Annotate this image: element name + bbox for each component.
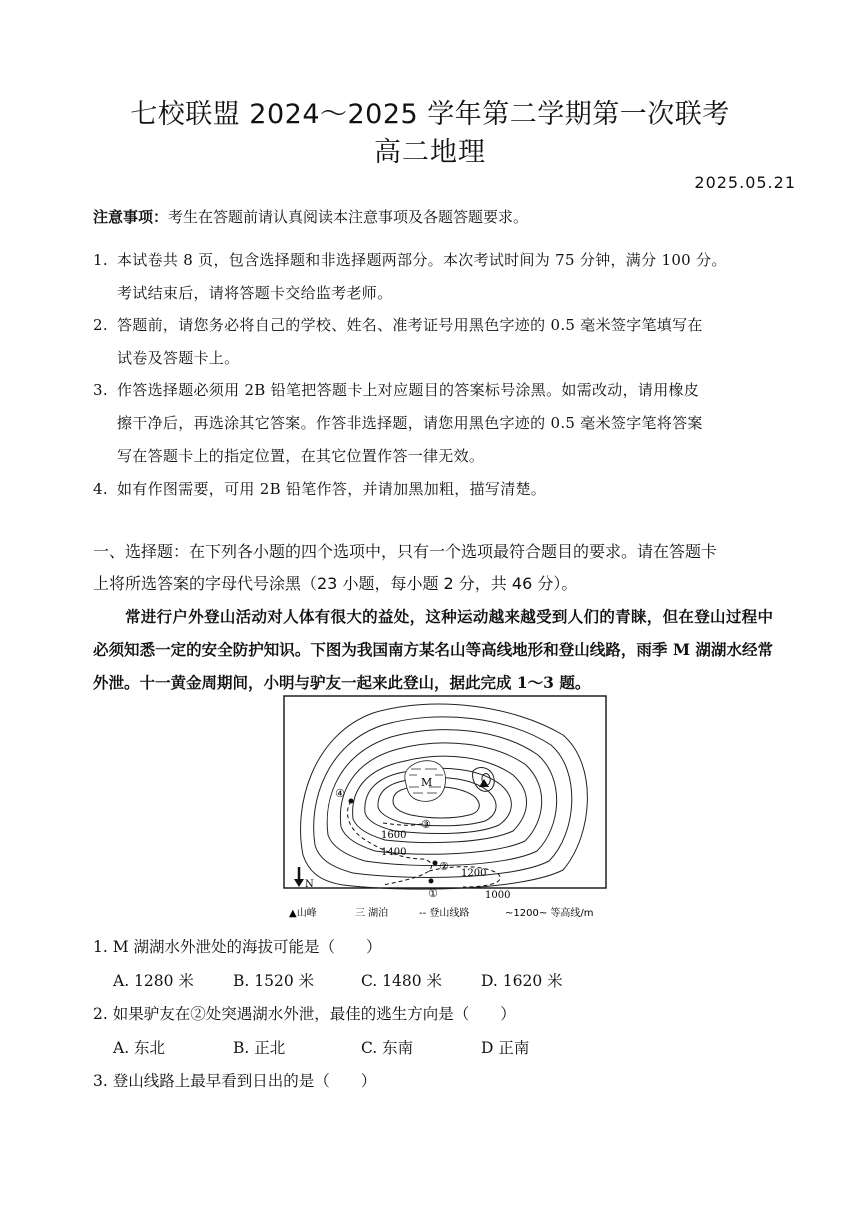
peak-icon	[479, 779, 489, 787]
rule-number: 1.	[93, 251, 108, 269]
rule-number: 2.	[93, 316, 108, 334]
rule-2	[93, 309, 773, 375]
rule-text-cont: 试卷及答题卡上。	[117, 349, 240, 367]
legend-item: ~1200~ 等高线/m	[505, 908, 594, 919]
legend-item: 三 湖泊	[355, 908, 389, 919]
rule-number: 3.	[93, 381, 108, 399]
section-heading	[93, 536, 773, 600]
trail-point	[349, 799, 354, 804]
rule-text-cont: 写在答题卡上的指定位置，在其它位置作答一律无效。	[117, 447, 485, 465]
question-intro: 常进行户外登山活动对人体有很大的益处，这种运动越来越受到人们的青睐，但在登山过程中必须知悉一定的安全防护知识。下图为我国南方某名山等高线地形和登山线路，雨季 M 湖湖水经常外泄。十一黄金周期间，小明与驴友一起来此登山，据此完成 1～3 题。	[93, 607, 774, 692]
contour-map	[283, 695, 607, 923]
trail-route	[348, 801, 432, 885]
contour-label: 1400	[381, 847, 407, 858]
option[interactable]: A. 1280 米	[113, 972, 194, 990]
option[interactable]: B. 1520 米	[233, 972, 315, 990]
rule-3	[93, 374, 773, 473]
trail-point	[429, 879, 434, 884]
contour-label: 1200	[461, 868, 487, 879]
exam-date: 2025.05.21	[694, 173, 796, 192]
point-label: ③	[421, 818, 431, 831]
notice-label: 注意事项：	[93, 208, 169, 226]
legend-item: -- 登山线路	[419, 908, 470, 919]
exam-title: 七校联盟 2024～2025 学年第二学期第一次联考	[130, 99, 730, 130]
question-2-stem: 2. 如果驴友在②处突遇湖水外泄，最佳的逃生方向是（ ）	[93, 1005, 516, 1023]
question-2-options	[113, 1036, 529, 1058]
option[interactable]: A. 东北	[113, 1039, 166, 1057]
point-label: ④	[335, 787, 345, 800]
question-1-stem: 1. M 湖湖水外泄处的海拔可能是（ ）	[93, 938, 382, 956]
option[interactable]: C. 1480 米	[361, 972, 443, 990]
notice-text: 考生在答题前请认真阅读本注意事项及各题答题要求。	[168, 208, 529, 226]
contour-label: 1600	[381, 830, 407, 841]
question-1-options	[113, 969, 563, 991]
rule-text-cont: 考试结束后，请将答题卡交给监考老师。	[117, 284, 393, 302]
rule-text: 本试卷共 8 页，包含选择题和非选择题两部分。本次考试时间为 75 分钟，满分 100 分。	[117, 251, 727, 269]
contour-map-figure	[283, 695, 607, 923]
exam-subject: 高二地理	[374, 137, 486, 168]
contour-label: 1000	[485, 890, 511, 901]
trail-point	[433, 861, 438, 866]
legend-item: ▲山峰	[289, 908, 317, 919]
north-label: N	[305, 879, 314, 890]
rule-text: 作答选择题必须用 2B 铅笔把答题卡上对应题目的答案标号涂黑。如需改动，请用橡皮	[117, 381, 700, 399]
option[interactable]: D 正南	[481, 1039, 530, 1057]
rule-text: 答题前，请您务必将自己的学校、姓名、准考证号用黑色字迹的 0.5 毫米签字笔填写在	[117, 316, 703, 334]
section-line: 上将所选答案的字母代号涂黑（23 小题，每小题 2 分，共 46 分）。	[93, 574, 578, 593]
rule-4	[93, 473, 773, 506]
rule-number: 4.	[93, 480, 108, 498]
rule-1	[93, 244, 773, 310]
section-line: 一、选择题：在下列各小题的四个选项中，只有一个选项最符合题目的要求。请在答题卡	[93, 542, 718, 561]
option[interactable]: B. 正北	[233, 1039, 286, 1057]
point-label: ①	[428, 887, 438, 900]
point-label: ②	[439, 860, 449, 873]
rule-text: 如有作图需要，可用 2B 铅笔作答，并请加黑加粗，描写清楚。	[117, 480, 547, 498]
notice-heading	[93, 206, 793, 227]
rule-text-cont: 擦干净后，再选涂其它答案。作答非选择题，请您用黑色字迹的 0.5 毫米签字笔将答案	[117, 414, 703, 432]
option[interactable]: D. 1620 米	[481, 972, 563, 990]
option[interactable]: C. 东南	[361, 1039, 414, 1057]
lake-label: M	[421, 776, 433, 789]
north-arrow-icon	[294, 867, 304, 887]
question-3-stem: 3. 登山线路上最早看到日出的是（ ）	[93, 1072, 377, 1090]
